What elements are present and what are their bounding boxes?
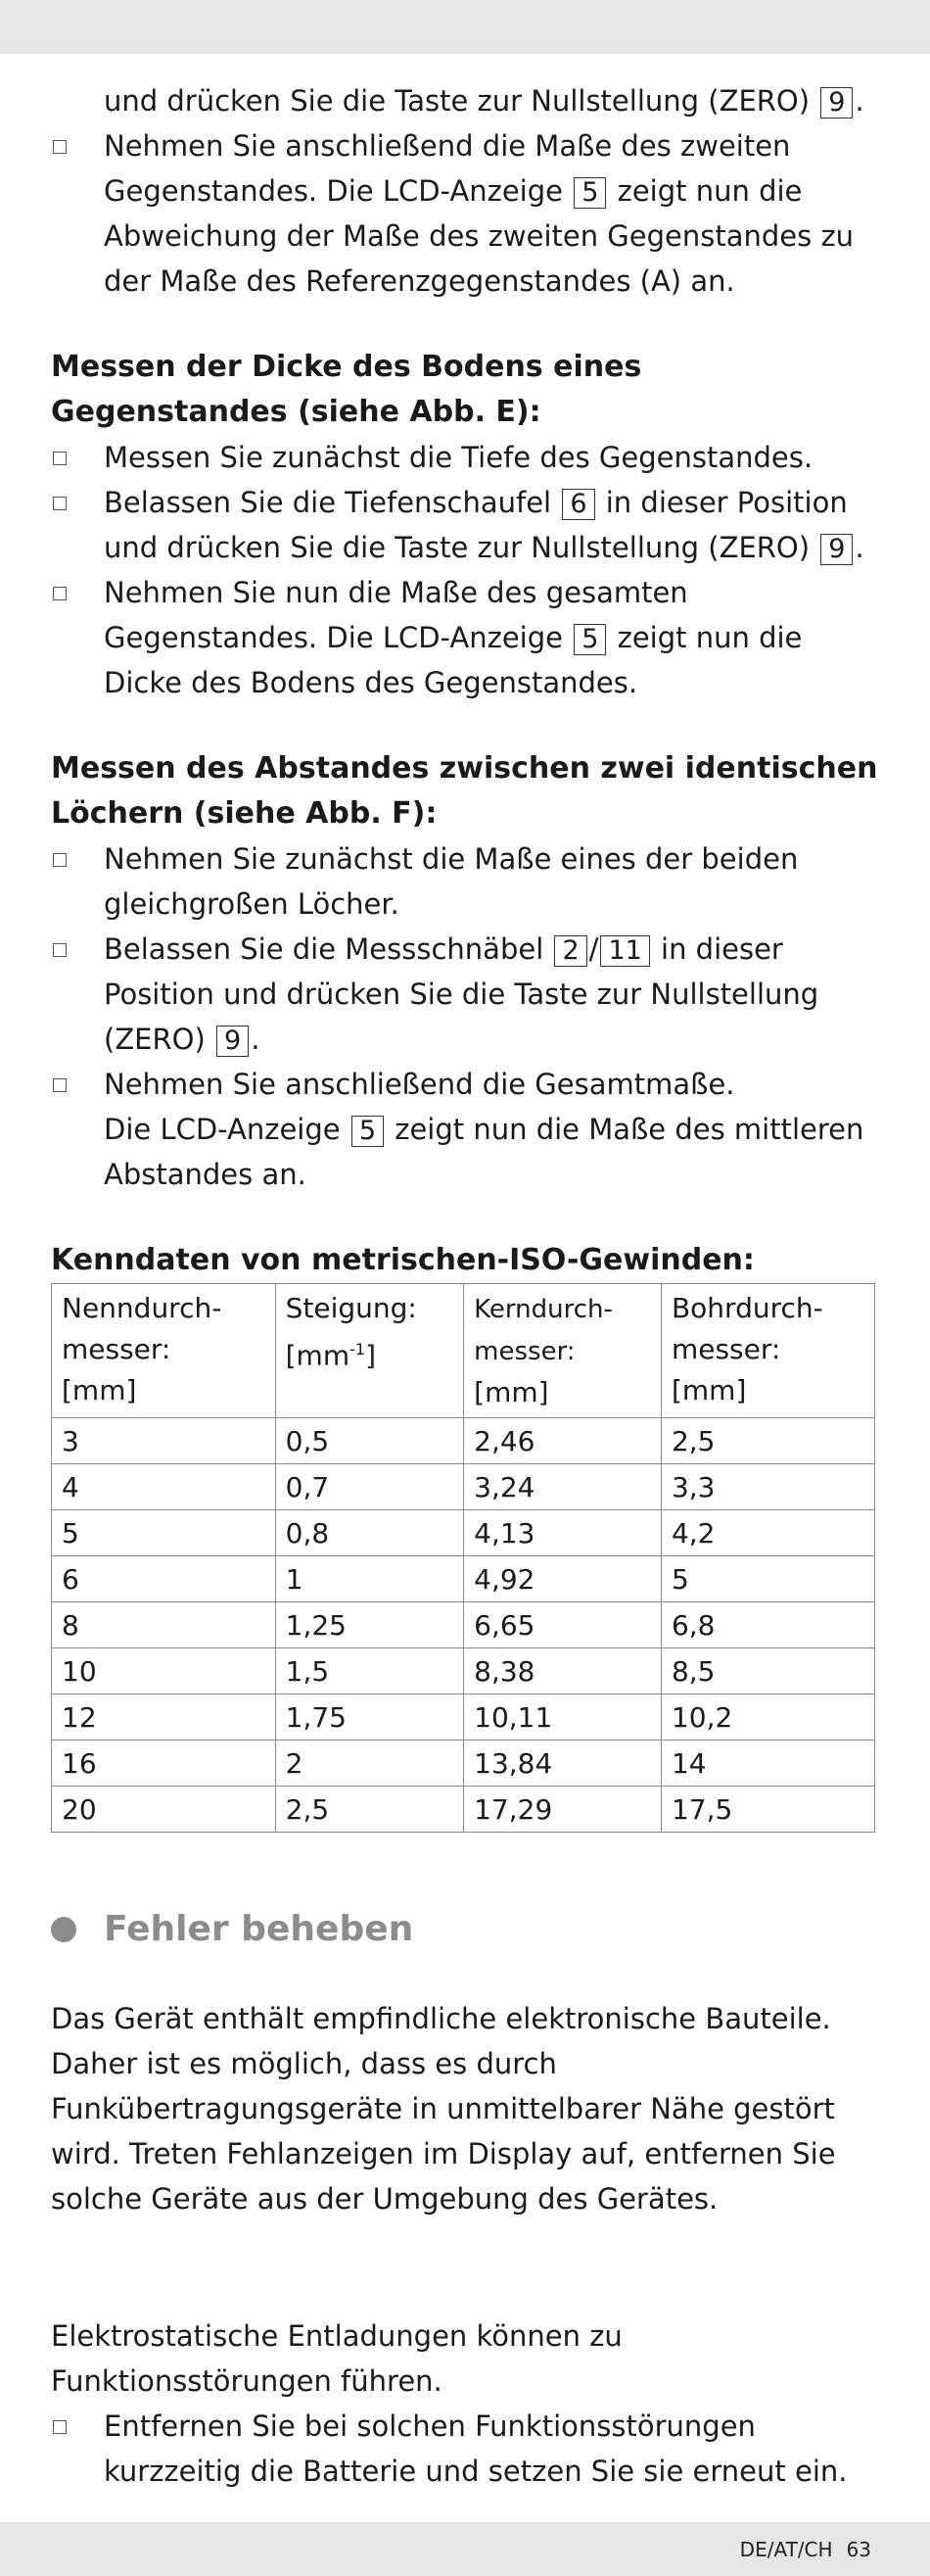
table-row — [52, 1787, 875, 1833]
bullet-text: Nehmen Sie anschließend die Maße des zweiten Gegenstandes. Die LCD-Anzeige — [104, 129, 791, 208]
header-text: Bohrdurch- — [671, 1292, 823, 1324]
table-heading: Kenndaten von metrischen-ISO-Gewinden: — [51, 1243, 755, 1277]
bullet-text: Nehmen Sie anschließend die Gesamtmaße. — [104, 1068, 735, 1101]
bullet-box-icon — [53, 497, 67, 510]
table-row — [52, 1602, 875, 1648]
table-cell: 10 — [52, 1648, 276, 1694]
list-item — [51, 2404, 879, 2494]
bullet-text: in dieser Position und drücken Sie die Taste zur Nullstellung (ZERO) — [104, 932, 819, 1056]
page-number: 63 — [846, 2538, 871, 2561]
table-cell: 0,8 — [275, 1510, 464, 1556]
table-cell: 20 — [52, 1787, 276, 1833]
table-cell: 3,3 — [661, 1464, 874, 1510]
header-text: [mm] — [671, 1374, 747, 1407]
table-row — [52, 1510, 875, 1556]
bullet-text: Nehmen Sie nun die Maße des gesamten Gegenstandes. Die LCD-Anzeige — [104, 576, 688, 654]
fehler-paragraph: Das Gerät enthält empfindliche elektronische Bauteile. Daher ist es möglich, dass es durch Funkübertragungsgeräte in unmittelbarer Nähe gestört wird. Treten Fehlanzeigen im Display auf, entfernen Sie solche Geräte aus der Umgebung des Gerätes. — [51, 2002, 836, 2216]
table-cell: 14 — [661, 1741, 874, 1787]
table-cell: 2,46 — [464, 1418, 662, 1464]
intro-line: und drücken Sie die Taste zur Nullstellung (ZERO) 9 . — [104, 84, 864, 118]
table-cell: 17,29 — [464, 1787, 662, 1833]
list-item — [51, 123, 879, 304]
list-item — [51, 435, 879, 480]
ref-number: 5 — [351, 1116, 384, 1147]
table-cell: 6,65 — [464, 1602, 662, 1648]
table-row — [52, 1464, 875, 1510]
table-header-cell — [661, 1284, 874, 1418]
table-row — [52, 1694, 875, 1741]
table-cell: 2,5 — [275, 1787, 464, 1833]
table-header-cell — [275, 1284, 464, 1418]
bullet-text: Nehmen Sie zunächst die Maße eines der beiden gleichgroßen Löcher. — [104, 842, 799, 921]
bullet-text: Entfernen Sie bei solchen Funktionsstörungen kurzzeitig die Batterie und setzen Sie sie erneut ein. — [104, 2409, 848, 2488]
table-cell: 4,2 — [661, 1510, 874, 1556]
header-text: messer: — [671, 1333, 781, 1365]
list-item — [51, 1062, 879, 1197]
header-text: Steigung: — [285, 1292, 417, 1324]
table-cell: 1,5 — [275, 1648, 464, 1694]
table-cell: 8,38 — [464, 1648, 662, 1694]
bullet-text: zeigt nun die Dicke des Bodens des Gegenstandes. — [104, 621, 803, 699]
section-title-text: Fehler beheben — [104, 1909, 414, 1949]
table-cell: 6 — [52, 1556, 276, 1602]
table-row — [52, 1418, 875, 1464]
table-cell: 4,13 — [464, 1510, 662, 1556]
table-cell: 10,11 — [464, 1694, 662, 1741]
list-item — [51, 570, 879, 705]
bullet-box-icon — [53, 943, 67, 957]
header-text: messer: — [474, 1337, 576, 1366]
table-row — [52, 1741, 875, 1787]
table-cell: 2 — [275, 1741, 464, 1787]
table-cell: 5 — [52, 1510, 276, 1556]
bullet-text: zeigt nun die Maße des mittleren Abstandes an. — [104, 1113, 864, 1191]
bullet-box-icon — [53, 587, 67, 600]
ref-number: 6 — [562, 489, 594, 520]
header-text: Kerndurch- — [474, 1295, 613, 1324]
intro-text: und drücken Sie die Taste zur Nullstellung (ZERO) — [104, 84, 811, 118]
table-cell: 12 — [52, 1694, 276, 1741]
header-text: [mm] — [62, 1374, 137, 1407]
bullet-box-icon — [53, 140, 67, 154]
bullet-text: in dieser Position und drücken Sie die Taste zur Nullstellung (ZERO) — [104, 486, 848, 564]
table-cell: 8,5 — [661, 1648, 874, 1694]
table-cell: 4 — [52, 1464, 276, 1510]
ref-number: 9 — [820, 534, 853, 565]
table-cell: 10,2 — [661, 1694, 874, 1741]
bullet-box-icon — [53, 853, 67, 867]
bullet-text: Belassen Sie die Tiefenschaufel — [104, 486, 552, 519]
bullet-text: Messen Sie zunächst die Tiefe des Gegenstandes. — [104, 441, 814, 474]
footer-bar — [0, 2522, 930, 2576]
ref-number: 11 — [600, 935, 649, 967]
iso-thread-table — [51, 1283, 875, 1833]
table-cell: 1 — [275, 1556, 464, 1602]
table-cell: 2,5 — [661, 1418, 874, 1464]
bullet-dot-icon — [51, 1917, 76, 1942]
table-row — [52, 1648, 875, 1694]
section-title-fehler — [51, 1909, 879, 1949]
header-superscript: -1 — [349, 1340, 366, 1359]
table-cell: 17,5 — [661, 1787, 874, 1833]
table-cell: 13,84 — [464, 1741, 662, 1787]
table-cell: 16 — [52, 1741, 276, 1787]
bullet-text: Belassen Sie die Messschnäbel — [104, 932, 544, 966]
bullet-text: Die LCD-Anzeige — [104, 1113, 341, 1146]
list-item: Belassen Sie die Tiefenschaufel 6 in dieser Position und drücken Sie die Taste zur Nullstellung (ZERO) 9 . — [51, 480, 879, 570]
ref-separator: / — [588, 932, 599, 966]
table-cell: 1,75 — [275, 1694, 464, 1741]
section-heading-f: Messen des Abstandes zwischen zwei identischen Löchern (siehe Abb. F): — [51, 751, 878, 831]
ref-number: 9 — [820, 87, 853, 119]
table-header-row — [52, 1284, 875, 1418]
section-heading-e: Messen der Dicke des Bodens eines Gegenstandes (siehe Abb. E): — [51, 350, 642, 429]
table-cell: 3,24 — [464, 1464, 662, 1510]
table-header-cell — [52, 1284, 276, 1418]
header-text: Nenndurch- — [62, 1292, 222, 1324]
header-text: ] — [365, 1339, 376, 1372]
fehler-paragraph-2: Elektrostatische Entladungen können zu Funktionsstörungen führen. — [51, 2319, 623, 2398]
header-text: [mm — [285, 1339, 350, 1372]
table-header-cell — [464, 1284, 662, 1418]
ref-number: 5 — [574, 624, 606, 655]
ref-number: 2 — [554, 935, 586, 967]
footer — [740, 2538, 871, 2561]
top-bar — [0, 0, 930, 54]
table-cell: 0,5 — [275, 1418, 464, 1464]
bullet-box-icon — [53, 452, 67, 465]
ref-number: 5 — [574, 177, 606, 209]
footer-locale: DE/AT/CH — [739, 2538, 833, 2561]
table-cell: 3 — [52, 1418, 276, 1464]
table-cell: 5 — [661, 1556, 874, 1602]
page-content — [51, 78, 879, 2494]
ref-number: 9 — [216, 1026, 249, 1057]
table-row — [52, 1556, 875, 1602]
list-item: Belassen Sie die Messschnäbel 2 / 11 in dieser Position und drücken Sie die Taste zur Nullstellung (ZERO) 9 . — [51, 927, 879, 1062]
table-cell: 8 — [52, 1602, 276, 1648]
table-cell: 0,7 — [275, 1464, 464, 1510]
table-cell: 1,25 — [275, 1602, 464, 1648]
bullet-box-icon — [53, 2420, 67, 2434]
header-text: messer: — [62, 1333, 171, 1365]
table-cell: 6,8 — [661, 1602, 874, 1648]
header-text: [mm] — [474, 1376, 549, 1408]
bullet-box-icon — [53, 1078, 67, 1092]
bullet-text: zeigt nun die Abweichung der Maße des zweiten Gegenstandes zu der Maße des Referenzgegenstandes (A) an. — [104, 174, 855, 298]
list-item — [51, 836, 879, 927]
table-cell: 4,92 — [464, 1556, 662, 1602]
